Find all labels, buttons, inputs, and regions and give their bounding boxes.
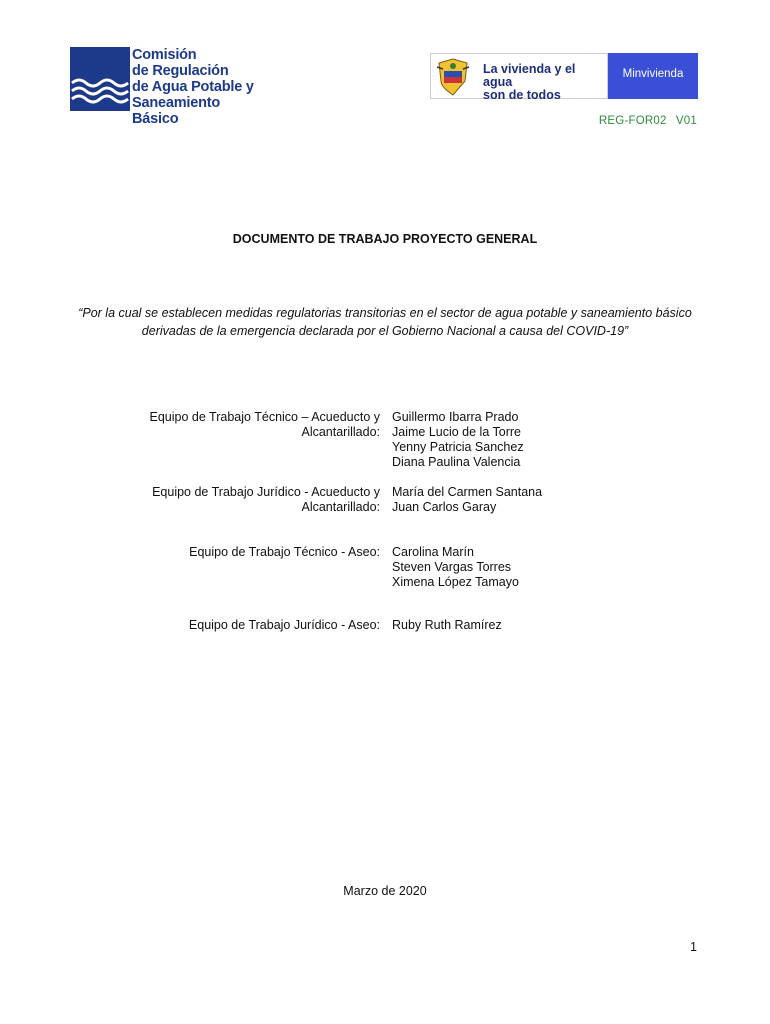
team-member: Ximena López Tamayo [392,575,519,589]
team-member: Jaime Lucio de la Torre [392,425,522,439]
team-members [392,618,502,633]
document-subtitle: “Por la cual se establecen medidas regulatorias transitorias en el sector de agua potable y saneamiento básico derivadas de la emergencia declarada por el Gobierno Nacional a causa del COVID-19” [78,306,692,338]
team-member: Carolina Marín [392,545,474,559]
team-member: Diana Paulina Valencia [392,455,521,469]
minvivienda-logo [430,53,698,102]
document-code: REG-FOR02 V01 [598,115,697,127]
minvivienda-slogan [483,63,607,102]
water-waves-icon [70,47,130,111]
team-label [80,545,380,560]
team-label-line: Equipo de Trabajo Jurídico - Aseo: [188,618,380,632]
cra-logo-text [132,47,270,127]
team-member: Ruby Ruth Ramírez [392,618,502,632]
team-label [80,410,380,440]
team-label-line: Alcantarillado: [301,500,380,514]
minvivienda-name-box [608,53,698,99]
minvivienda-logo-slogan-box [430,53,608,102]
minvivienda-slogan-line: son de todos [483,88,561,102]
team-member: Yenny Patricia Sanchez [392,440,524,454]
cra-logo [70,47,270,127]
coat-of-arms-icon [435,57,471,97]
document-title: DOCUMENTO DE TRABAJO PROYECTO GENERAL [232,232,538,246]
team-member: Steven Vargas Torres [392,560,512,574]
team-label [80,485,380,515]
team-label-line: Equipo de Trabajo Técnico – Acueducto y [149,410,380,424]
cra-logo-line: de Regulación [132,63,229,79]
team-label-line: Alcantarillado: [301,425,380,439]
cra-logo-line: Comisión [132,47,197,63]
team-member: Guillermo Ibarra Prado [392,410,519,424]
team-members [392,485,542,515]
page-number: 1 [690,940,697,954]
cra-logo-line: de Agua Potable y [132,79,254,95]
team-label-line: Equipo de Trabajo Técnico - Aseo: [189,545,380,559]
minvivienda-slogan-line: La vivienda y el agua [483,62,576,89]
team-members [392,410,524,470]
team-label [80,618,380,633]
cra-logo-line: Saneamiento Básico [132,95,221,127]
team-members [392,545,519,590]
minvivienda-name: Minvivienda [622,68,684,80]
team-label-line: Equipo de Trabajo Jurídico - Acueducto y [152,485,380,499]
document-date: Marzo de 2020 [343,884,427,898]
team-member: María del Carmen Santana [392,485,543,499]
team-member: Juan Carlos Garay [392,500,497,514]
